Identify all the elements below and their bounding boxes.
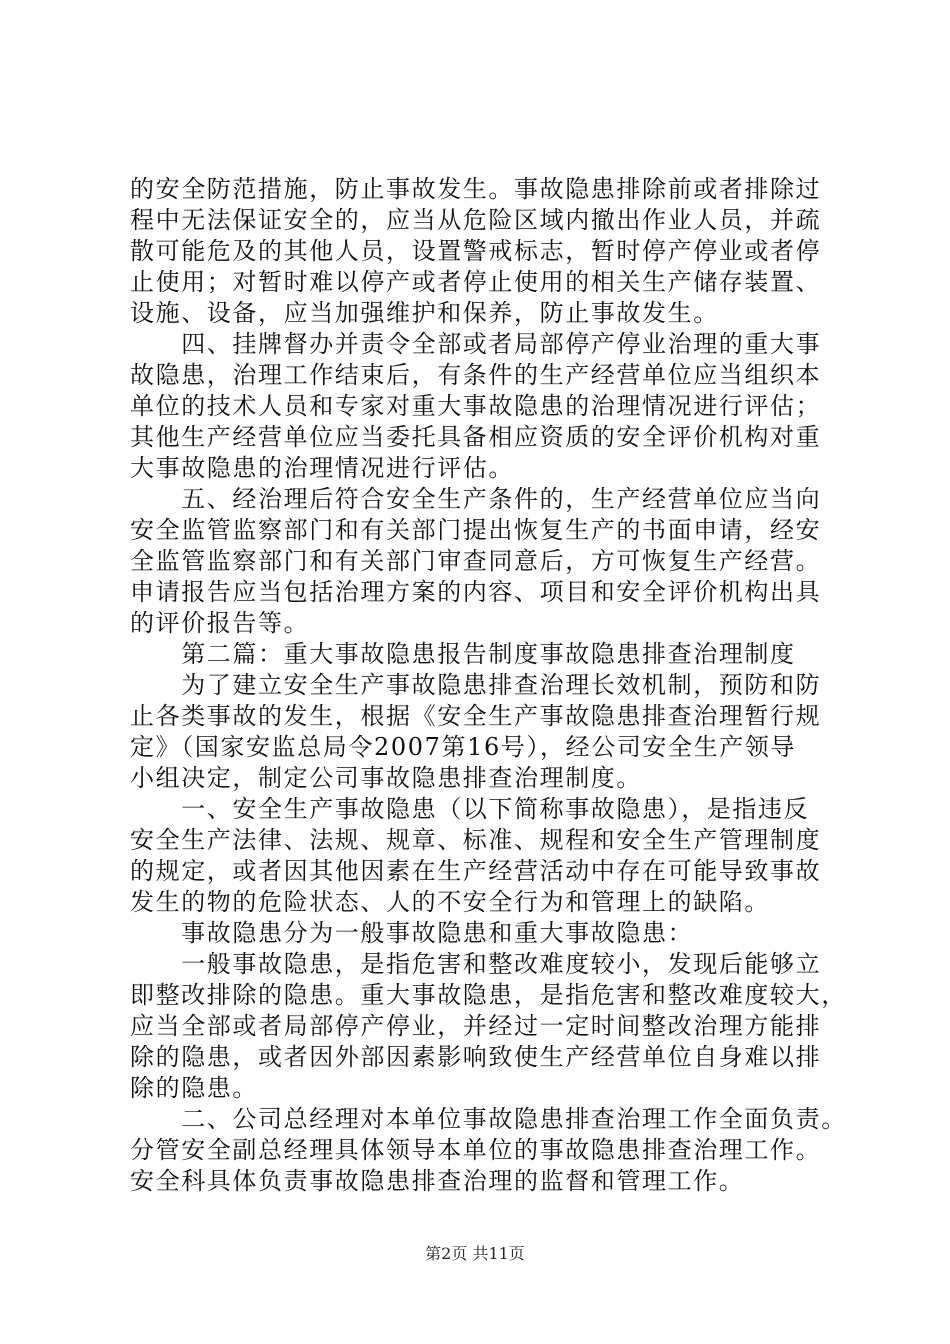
text-line: 分管安全副总经理具体领导本单位的事故隐患排查治理工作。 [130,1136,822,1164]
text-line: 全监管监察部门和有关部门审查同意后，方可恢复生产经营。 [130,547,822,575]
text-line: 故隐患，治理工作结束后，有条件的生产经营单位应当组织本 [130,361,822,389]
text-line: 一般事故隐患，是指危害和整改难度较小，发现后能够立 [130,950,822,978]
text-line: 散可能危及的其他人员，设置警戒标志，暂时停产停业或者停 [130,237,822,265]
text-line: 安全生产法律、法规、规章、标准、规程和安全生产管理制度 [130,826,822,854]
text-line: 除的隐患，或者因外部因素影响致使生产经营单位自身难以排 [130,1043,822,1071]
text-line: 安全科具体负责事故隐患排查治理的监督和管理工作。 [130,1167,745,1195]
text-line: 为了建立安全生产事故隐患排查治理长效机制，预防和防 [130,671,822,699]
text-line: 止各类事故的发生，根据《安全生产事故隐患排查治理暂行规 [130,702,822,730]
text-line: 单位的技术人员和专家对重大事故隐患的治理情况进行评估； [130,392,822,420]
document-body [130,174,847,1197]
text-line: 设施、设备，应当加强维护和保养，防止事故发生。 [130,299,719,327]
text-line: 一、安全生产事故隐患（以下简称事故隐患），是指违反 [130,795,810,823]
text-line: 二、公司总经理对本单位事故隐患排查治理工作全面负责。 [130,1105,847,1133]
text-line: 五、经治理后符合安全生产条件的，生产经营单位应当向 [130,485,822,513]
text-line: 四、挂牌督办并责令全部或者局部停产停业治理的重大事 [130,330,822,358]
text-line: 安全监管监察部门和有关部门提出恢复生产的书面申请，经安 [130,516,822,544]
text-line: 止使用；对暂时难以停产或者停止使用的相关生产储存装置、 [130,268,822,296]
text-line: 的安全防范措施，防止事故发生。事故隐患排除前或者排除过 [130,175,822,203]
text-line: 的规定，或者因其他因素在生产经营活动中存在可能导致事故 [130,857,822,885]
text-line: 除的隐患。 [130,1074,258,1102]
text-line: 申请报告应当包括治理方案的内容、项目和安全评价机构出具 [130,578,822,606]
text-line: 发生的物的危险状态、人的不安全行为和管理上的缺陷。 [130,888,770,916]
text-line: 程中无法保证安全的，应当从危险区域内撤出作业人员，并疏 [130,206,822,234]
text-line: 小组决定，制定公司事故隐患排查治理制度。 [130,764,642,792]
text-line: 的评价报告等。 [130,609,310,637]
text-line: 即整改排除的隐患。重大事故隐患，是指危害和整改难度较大， [130,981,847,1009]
text-line: 定》（国家安监总局令2007第16号），经公司安全生产领导 [130,733,797,761]
text-line: 大事故隐患的治理情况进行评估。 [130,454,514,482]
page-number-footer: 第2页 共11页 [425,1244,525,1263]
text-line: 事故隐患分为一般事故隐患和重大事故隐患： [130,919,694,947]
text-line: 应当全部或者局部停产停业，并经过一定时间整改治理方能排 [130,1012,822,1040]
text-line: 其他生产经营单位应当委托具备相应资质的安全评价机构对重 [130,423,822,451]
section-heading: 第二篇：重大事故隐患报告制度事故隐患排查治理制度 [130,640,796,668]
